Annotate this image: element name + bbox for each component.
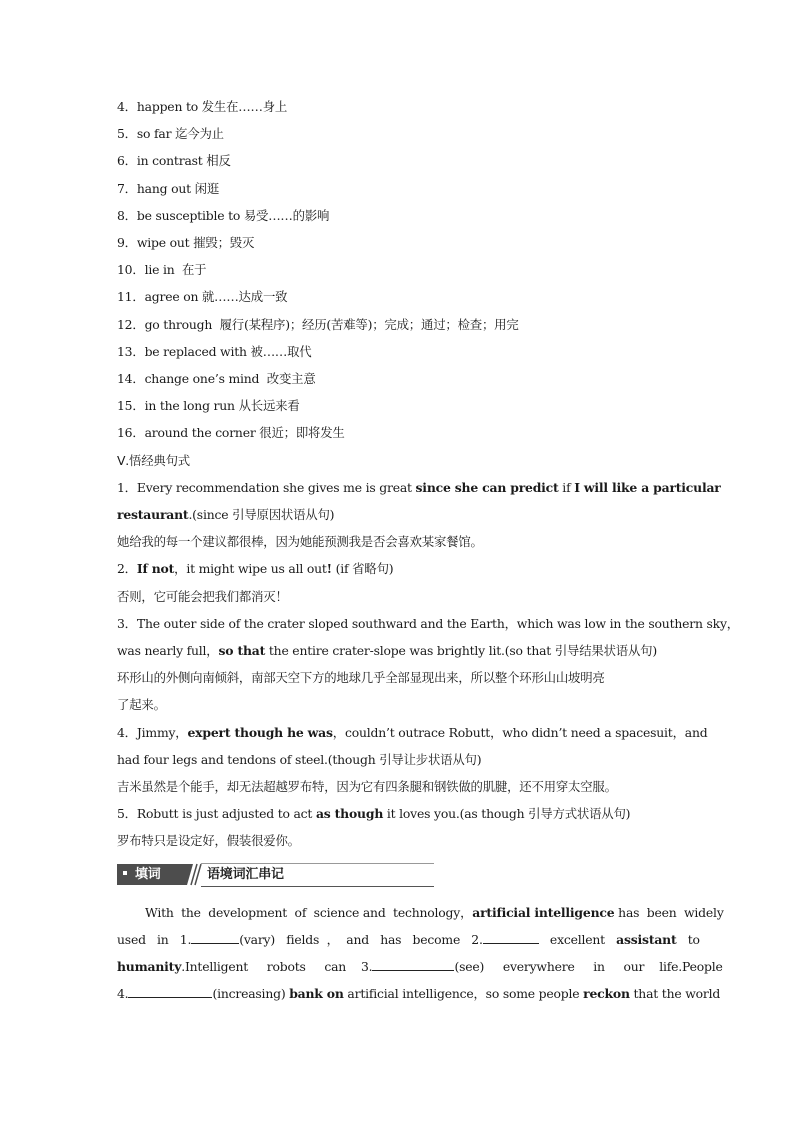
phrase-number: 11． xyxy=(117,289,145,305)
sentence-4-line-1 xyxy=(117,719,708,746)
sentence-text: 2． xyxy=(117,561,137,577)
passage-text: (see) everywhere in our life.People xyxy=(454,959,723,975)
answer-blank-4[interactable] xyxy=(128,983,212,998)
phrase-text: be susceptible to 易受……的影响 xyxy=(136,207,330,223)
passage-line-1 xyxy=(117,899,724,926)
phrase-text: happen to 发生在……身上 xyxy=(136,99,288,114)
sentence-1-line-1 xyxy=(117,474,721,501)
passage-text: to xyxy=(676,931,700,947)
passage-line-2 xyxy=(117,926,700,953)
slash-divider-icon xyxy=(187,864,201,885)
sentence-1-line-2 xyxy=(117,501,678,528)
phrase-text: hang out 闲逛 xyxy=(136,180,220,196)
phrase-text: wipe out 摧毁；毁灭 xyxy=(136,235,255,251)
phrase-text: around the corner 很近；即将发生 xyxy=(144,425,345,441)
sentence-5 xyxy=(117,800,678,827)
banner-tag-text: 填词 xyxy=(135,866,161,882)
phrase-number: 12． xyxy=(117,316,145,332)
sentence-3-translation-2: 了起来。 xyxy=(117,697,166,713)
bold-phrase: as though xyxy=(315,806,384,822)
passage-line-3 xyxy=(117,953,723,980)
sentence-text: the entire crater-slope was brightly lit.(so that 引导结果状语从句) xyxy=(265,643,657,659)
phrase-item xyxy=(117,147,678,174)
phrase-number: 16． xyxy=(117,425,145,441)
bold-phrase: since she can predict xyxy=(415,479,559,495)
phrase-text: be replaced with 被……取代 xyxy=(144,343,312,359)
sentence-2-translation: 否则，它可能会把我们都消灭！ xyxy=(117,588,288,604)
bold-phrase: restaurant xyxy=(117,507,189,523)
answer-blank-1[interactable] xyxy=(191,929,239,944)
phrase-item xyxy=(117,256,678,283)
phrase-item xyxy=(117,338,678,365)
sentence-text: ，it might wipe us all out xyxy=(174,561,327,577)
phrase-number: 5． xyxy=(117,126,137,142)
phrase-item xyxy=(117,175,678,202)
square-bullet-icon xyxy=(123,871,127,875)
bold-phrase: artificial intelligence xyxy=(472,904,615,920)
phrase-item xyxy=(117,93,678,120)
phrase-text: so far 迄今为止 xyxy=(136,126,224,142)
sentence-text: 5．Robutt is just adjusted to act xyxy=(117,806,316,822)
passage-line-4 xyxy=(117,980,721,1007)
phrase-text: in the long run 从长远来看 xyxy=(144,398,300,414)
section-heading: Ⅴ.悟经典句式 xyxy=(117,452,190,468)
phrase-number: 10． xyxy=(117,262,145,278)
phrase-text: go through 履行(某程序)；经历(苦难等)；完成；通过；检查；用完 xyxy=(144,316,519,332)
sentence-text: .(since 引导原因状语从句) xyxy=(188,507,335,523)
sentence-text: 4．Jimmy， xyxy=(117,724,188,740)
phrase-item xyxy=(117,202,678,229)
passage-text: has been widely xyxy=(614,904,724,920)
phrase-number: 14． xyxy=(117,371,145,387)
passage-text: .Intelligent robots can 3. xyxy=(181,959,373,975)
bold-phrase: ! xyxy=(326,561,332,577)
passage-text: that the world xyxy=(629,986,721,1002)
banner-tag xyxy=(117,864,187,885)
phrase-text: in contrast 相反 xyxy=(136,153,231,169)
sentence-text: if xyxy=(558,479,575,495)
phrase-item xyxy=(117,365,678,392)
section-banner xyxy=(117,863,678,887)
sentence-3-line-1: 3．The outer side of the crater sloped southward and the Earth，which was low in the southern sky， xyxy=(117,615,739,631)
sentence-1-translation: 她给我的每一个建议都很棒，因为她能预测我是否会喜欢某家餐馆。 xyxy=(117,534,483,550)
passage-text: With the development of science and technology， xyxy=(145,904,473,920)
sentence-2 xyxy=(117,555,678,582)
phrase-number: 15． xyxy=(117,398,145,414)
passage-text: excellent xyxy=(538,931,617,947)
bold-phrase: If not xyxy=(136,561,175,577)
phrase-item xyxy=(117,229,678,256)
phrase-number: 6． xyxy=(117,153,137,169)
sentence-text: ，couldn’t outrace Robutt，who didn’t need a spacesuit，and xyxy=(332,724,708,740)
sentence-text: was nearly full， xyxy=(117,643,219,659)
bold-phrase: so that xyxy=(218,643,266,659)
phrase-list xyxy=(117,93,678,447)
phrase-item xyxy=(117,419,678,446)
passage-text: artificial intelligence，so some people xyxy=(343,986,584,1002)
bold-phrase: reckon xyxy=(583,986,630,1002)
bold-phrase: bank on xyxy=(289,986,344,1002)
phrase-number: 4． xyxy=(117,99,137,114)
phrase-number: 9． xyxy=(117,235,137,251)
sentence-text: it loves you.(as though 引导方式状语从句) xyxy=(383,806,631,822)
sentence-text: 1．Every recommendation she gives me is great xyxy=(117,479,416,495)
phrase-item xyxy=(117,283,678,310)
phrase-number: 13． xyxy=(117,343,145,359)
sentence-3-translation-1: 环形山的外侧向南倾斜，南部天空下方的地球几乎全部显现出来，所以整个环形山山坡明亮 xyxy=(117,670,605,686)
phrase-item xyxy=(117,120,678,147)
passage-text: (vary) fields ， and has become 2. xyxy=(239,931,483,947)
phrase-text: lie in 在于 xyxy=(144,262,207,278)
bold-phrase: humanity xyxy=(117,959,182,975)
banner-bottom-rule xyxy=(201,886,434,887)
banner-label: 语境词汇串记 xyxy=(207,866,284,882)
passage-text: (increasing) xyxy=(212,986,290,1002)
phrase-number: 8． xyxy=(117,207,137,223)
phrase-text: change one’s mind 改变主意 xyxy=(144,371,316,387)
sentence-4-translation: 吉米虽然是个能手，却无法超越罗布特，因为它有四条腿和钢铁做的肌腱，还不用穿太空服。 xyxy=(117,779,617,795)
bold-phrase: expert though he was xyxy=(187,724,333,740)
phrase-number: 7． xyxy=(117,180,137,196)
phrase-item xyxy=(117,392,678,419)
bold-phrase: assistant xyxy=(616,931,677,947)
answer-blank-3[interactable] xyxy=(372,956,454,971)
phrase-item xyxy=(117,311,678,338)
passage-text: 4. xyxy=(117,986,129,1002)
phrase-text: agree on 就……达成一致 xyxy=(144,289,288,305)
sentence-text: (if 省略句) xyxy=(331,561,394,577)
answer-blank-2[interactable] xyxy=(483,929,539,944)
sentence-3-line-2 xyxy=(117,637,678,664)
page-content xyxy=(117,93,739,1008)
sentence-5-translation: 罗布特只是设定好，假装很爱你。 xyxy=(117,833,300,849)
sentence-4-line-2: had four legs and tendons of steel.(though 引导让步状语从句) xyxy=(117,751,482,767)
bold-phrase: I will like a particular xyxy=(574,479,721,495)
passage-text: used in 1. xyxy=(117,931,192,947)
